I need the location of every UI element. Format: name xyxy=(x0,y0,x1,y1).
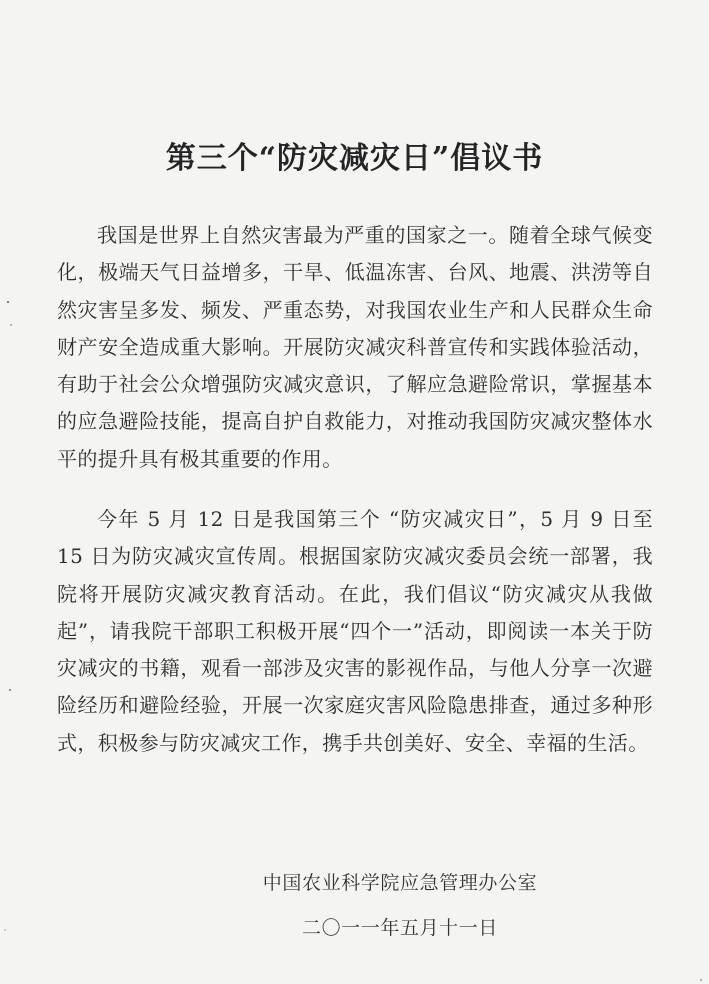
document-title: 第三个“防灾减灾日”倡议书 xyxy=(165,141,544,176)
paragraph-intro: 我国是世界上自然灾害最为严重的国家之一。随着全球气候变化，极端天气日益增多，干旱、低温冻害、台风、地震、洪涝等自然灾害呈多发、频发、严重态势，对我国农业生产和人民群众生命财产安全造成重大影响。开展防灾减灾科普宣传和实践体验活动，有助于社会公众增强防灾减灾意识，了解应急避险常识，掌握基本的应急避险技能，提高自护自救能力，对推动我国防灾减灾整体水平的提升具有极其重要的作用。 xyxy=(57,223,653,471)
paragraph-initiative: 今年 5 月 12 日是我国第三个 “防灾减灾日”，5 月 9 日至 15 日为防灾减灾宣传周。根据国家防灾减灾委员会统一部署，我院将开展防灾减灾教育活动。在此，我们倡议“防灾减灾从我做起”，请我院干部职工积极开展“四个一”活动，即阅读一本关于防灾减灾的书籍，观看一部涉及灾害的影视作品，与他人分享一次避险经历和避险经验，开展一次家庭灾害风险隐患排查，通过多种形式，积极参与防灾减灾工作，携手共创美好、安全、幸福的生活。 xyxy=(57,507,653,755)
signature-date: 二〇一一年五月十一日 xyxy=(301,917,498,939)
signature-organization: 中国农业科学院应急管理办公室 xyxy=(262,872,538,894)
